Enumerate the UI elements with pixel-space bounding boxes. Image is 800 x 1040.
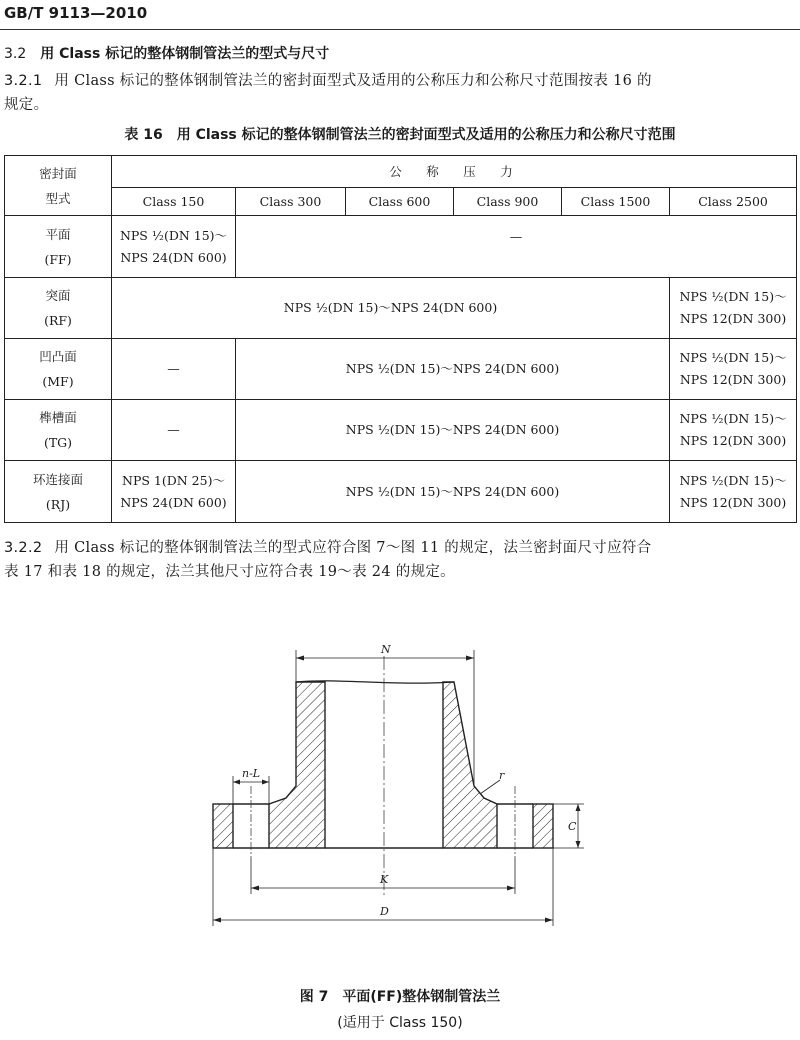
range-end: NPS 12(DN 300) xyxy=(679,433,787,448)
range-start: NPS ½(DN 15)～ xyxy=(679,411,787,426)
row-label xyxy=(5,400,112,461)
range-start: NPS ½(DN 15)～ xyxy=(679,350,787,365)
range-start: NPS 1(DN 25)～ xyxy=(122,472,225,488)
range-end: NPS 12(DN 300) xyxy=(679,311,787,326)
label-D: D xyxy=(380,905,389,918)
table-row xyxy=(5,339,797,400)
row-label xyxy=(5,216,112,278)
header-class-2500: Class 2500 xyxy=(670,188,797,216)
table-row xyxy=(5,278,797,339)
right-outer-hatch xyxy=(533,804,553,848)
facing-code: (FF) xyxy=(44,251,72,267)
label-r: r xyxy=(499,769,505,782)
figure-subcaption: (适用于 Class 150) xyxy=(337,1015,463,1031)
cell-class-2500 xyxy=(670,400,797,461)
header-label-line-1: 密封面 xyxy=(39,165,77,181)
header-facing-type xyxy=(5,156,112,216)
paragraph-number: 3.2.1 xyxy=(4,73,43,89)
range-start: NPS ½(DN 15)～ xyxy=(679,472,787,488)
label-K: K xyxy=(380,873,389,886)
row-label xyxy=(5,339,112,400)
facing-code: (RF) xyxy=(44,313,72,328)
section-number: 3.2 xyxy=(4,46,27,62)
label-C: C xyxy=(568,820,577,833)
figure-caption: 图 7 平面(FF)整体钢制管法兰 xyxy=(299,989,501,1005)
range-end: NPS 12(DN 300) xyxy=(679,372,787,387)
table-row xyxy=(5,216,797,278)
paragraph-line-2: 表 17 和表 18 的规定，法兰其他尺寸应符合表 19～表 24 的规定。 xyxy=(4,564,455,580)
paragraph-3-2-1 xyxy=(4,69,796,117)
header-rule xyxy=(0,29,800,30)
facing-code: (MF) xyxy=(42,374,74,389)
left-outer-hatch xyxy=(213,804,233,848)
row-label xyxy=(5,278,112,339)
header-label-line-2: 型式 xyxy=(45,190,71,206)
table-row xyxy=(5,461,797,523)
cell-class-150 xyxy=(112,216,236,278)
facing-name: 突面 xyxy=(45,288,71,303)
standard-number: GB/T 9113—2010 xyxy=(4,4,148,22)
cell-class-2500 xyxy=(670,461,797,523)
flange-drawing xyxy=(200,636,600,946)
range-end: NPS 24(DN 600) xyxy=(120,494,227,510)
paragraph-number: 3.2.2 xyxy=(4,540,43,556)
header-class-600: Class 600 xyxy=(346,188,454,216)
cell-not-applicable: — xyxy=(236,216,797,278)
facing-code: (TG) xyxy=(43,435,73,450)
left-section-hatch xyxy=(269,682,325,848)
right-section-hatch xyxy=(443,682,497,848)
cell-class-2500 xyxy=(670,278,797,339)
range-start: NPS ½(DN 15)～ xyxy=(679,289,787,304)
paragraph-line-2: 规定。 xyxy=(4,97,49,113)
cell-not-applicable: — xyxy=(112,339,236,400)
cell-range-main: NPS ½(DN 15)～NPS 24(DN 600) xyxy=(236,400,670,461)
spec-table xyxy=(4,155,797,523)
facing-code: (RJ) xyxy=(45,496,71,512)
label-nL: n-L xyxy=(242,767,261,780)
cell-class-150 xyxy=(112,461,236,523)
cell-range-main: NPS ½(DN 15)～NPS 24(DN 600) xyxy=(112,278,670,339)
cell-not-applicable: — xyxy=(112,400,236,461)
cell-range-main: NPS ½(DN 15)～NPS 24(DN 600) xyxy=(236,461,670,523)
facing-name: 榫槽面 xyxy=(39,410,77,425)
header-nominal-pressure: 公 称 压 力 xyxy=(112,156,797,188)
range-end: NPS 12(DN 300) xyxy=(679,494,787,510)
cell-class-2500 xyxy=(670,339,797,400)
range-end: NPS 24(DN 600) xyxy=(120,249,227,265)
row-label xyxy=(5,461,112,523)
cell-range-main: NPS ½(DN 15)～NPS 24(DN 600) xyxy=(236,339,670,400)
label-N: N xyxy=(381,643,391,656)
facing-name: 环连接面 xyxy=(32,471,83,487)
range-start: NPS ½(DN 15)～ xyxy=(119,227,228,243)
paragraph-line-1: 用 Class 标记的整体钢制管法兰的型式应符合图 7～图 11 的规定，法兰密封面尺寸应符合 xyxy=(54,540,652,556)
header-class-1500: Class 1500 xyxy=(562,188,670,216)
facing-name: 凹凸面 xyxy=(39,349,77,364)
table-row xyxy=(5,400,797,461)
header-class-900: Class 900 xyxy=(454,188,562,216)
section-heading xyxy=(4,43,329,63)
table-caption: 表 16 用 Class 标记的整体钢制管法兰的密封面型式及适用的公称压力和公称尺寸范围 xyxy=(124,127,676,143)
paragraph-line-1: 用 Class 标记的整体钢制管法兰的密封面型式及适用的公称压力和公称尺寸范围按表 16 的 xyxy=(54,73,652,89)
header-class-150: Class 150 xyxy=(112,188,236,216)
header-class-300: Class 300 xyxy=(236,188,346,216)
section-title: 用 Class 标记的整体钢制管法兰的型式与尺寸 xyxy=(40,46,330,62)
paragraph-3-2-2 xyxy=(4,536,796,584)
facing-name: 平面 xyxy=(45,226,71,242)
